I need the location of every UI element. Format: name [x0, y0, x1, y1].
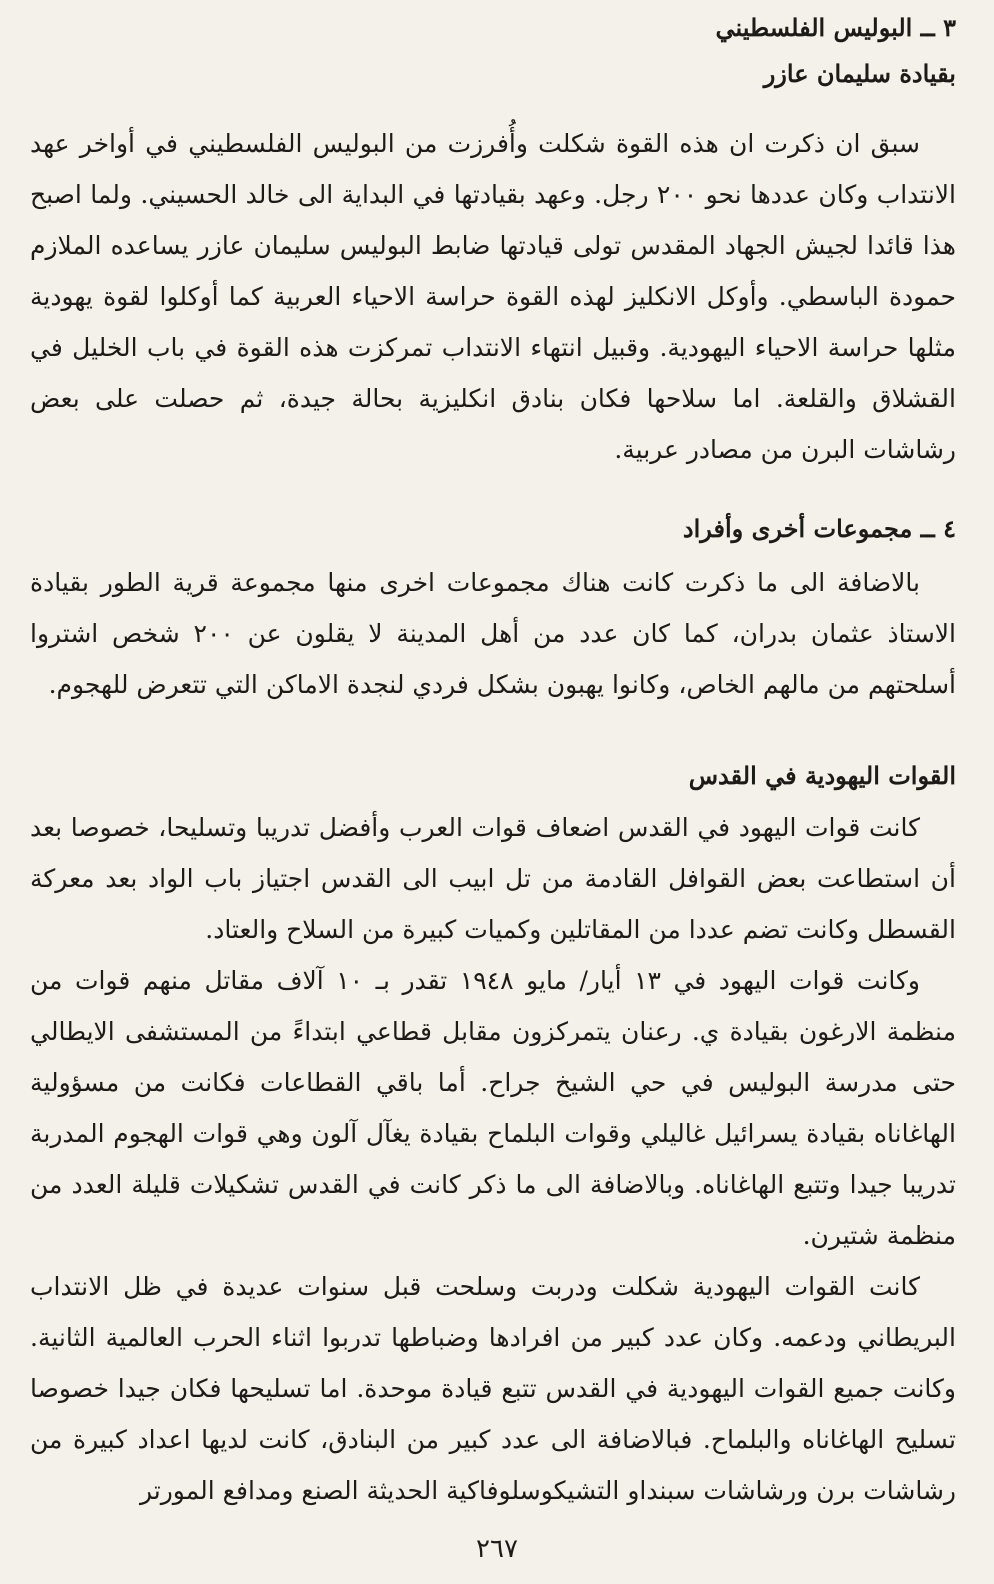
- section-4-heading: ٤ ــ مجموعات أخرى وأفراد: [682, 514, 956, 543]
- section-3-subheading: بقيادة سليمان عازر: [763, 59, 956, 88]
- jewish-forces-paragraph-3: كانت القوات اليهودية شكلت ودربت وسلحت قبل سنوات عديدة في ظل الانتداب البريطاني ودعمه. وكان عدد كبير من افرادها وضباطها تدربوا اثناء الحرب العالمية الثانية. وكانت جميع القوات اليهودية في القدس تتبع قيادة موحدة. اما تسليحها فكان جيدا خصوصا تسليح الهاغاناه والبلماح. فبالاضافة الى عدد كبير من البنادق، كانت لديها اعداد كبيرة من رشاشات برن ورشاشات سبنداو التشيكوسلوفاكية الحديثة الصنع ومدافع المورتر: [30, 1272, 956, 1505]
- section-3-heading: ٣ ــ البوليس الفلسطيني: [715, 13, 956, 42]
- jewish-forces-paragraph-2: وكانت قوات اليهود في ١٣ أيار/ مايو ١٩٤٨ تقدر بـ ١٠ آلاف مقاتل منهم قوات من منظمة الارغون بقيادة ي. رعنان يتمركزون مقابل قطاعي ابتداءً من المستشفى الايطالي حتى مدرسة البوليس في حي الشيخ جراح. أما باقي القطاعات فكانت من مسؤولية الهاغاناه بقيادة يسرائيل غاليلي وقوات البلماح بقيادة يغآل آلون وهي قوات الهجوم المدربة تدريبا جيدا وتتبع الهاغاناه. وبالاضافة الى ما ذكر كانت في القدس تشكيلات قليلة العدد من منظمة شتيرن.: [30, 966, 956, 1250]
- section-3-paragraph: سبق ان ذكرت ان هذه القوة شكلت وأُفرزت من البوليس الفلسطيني في أواخر عهد الانتداب وكان عددها نحو ٢٠٠ رجل. وعهد بقيادتها في البداية الى خالد الحسيني. ولما اصبح هذا قائدا لجيش الجهاد المقدس تولى قيادتها ضابط البوليس سليمان عازر يساعده الملازم حمودة الباسطي. وأوكل الانكليز لهذه القوة حراسة الاحياء العربية كما أوكلوا لقوة يهودية مثلها حراسة الاحياء اليهودية. وقبيل انتهاء الانتداب تمركزت هذه القوة في باب الخليل في القشلاق والقلعة. اما سلاحها فكان بنادق انكليزية بحالة جيدة، ثم حصلت على بعض رشاشات البرن من مصادر عربية.: [30, 129, 956, 464]
- book-page: [30, 8, 956, 1584]
- section-4-paragraph: بالاضافة الى ما ذكرت كانت هناك مجموعات اخرى منها مجموعة قرية الطور بقيادة الاستاذ عثمان بدران، كما كان عدد من أهل المدينة لا يقلون عن ٢٠٠ شخص اشتروا أسلحتهم من مالهم الخاص، وكانوا يهبون بشكل فردي لنجدة الاماكن التي تتعرض للهجوم.: [30, 568, 956, 699]
- page-number: ٢٦٧: [476, 1534, 518, 1564]
- jewish-forces-paragraph-1: كانت قوات اليهود في القدس اضعاف قوات العرب وأفضل تدريبا وتسليحا، خصوصا بعد أن استطاعت بعض القوافل القادمة من تل ابيب الى القدس اجتياز باب الواد بعد معركة القسطل وكانت تضم عددا من المقاتلين وكميات كبيرة من السلاح والعتاد.: [30, 813, 956, 944]
- jewish-forces-heading: القوات اليهودية في القدس: [688, 761, 956, 790]
